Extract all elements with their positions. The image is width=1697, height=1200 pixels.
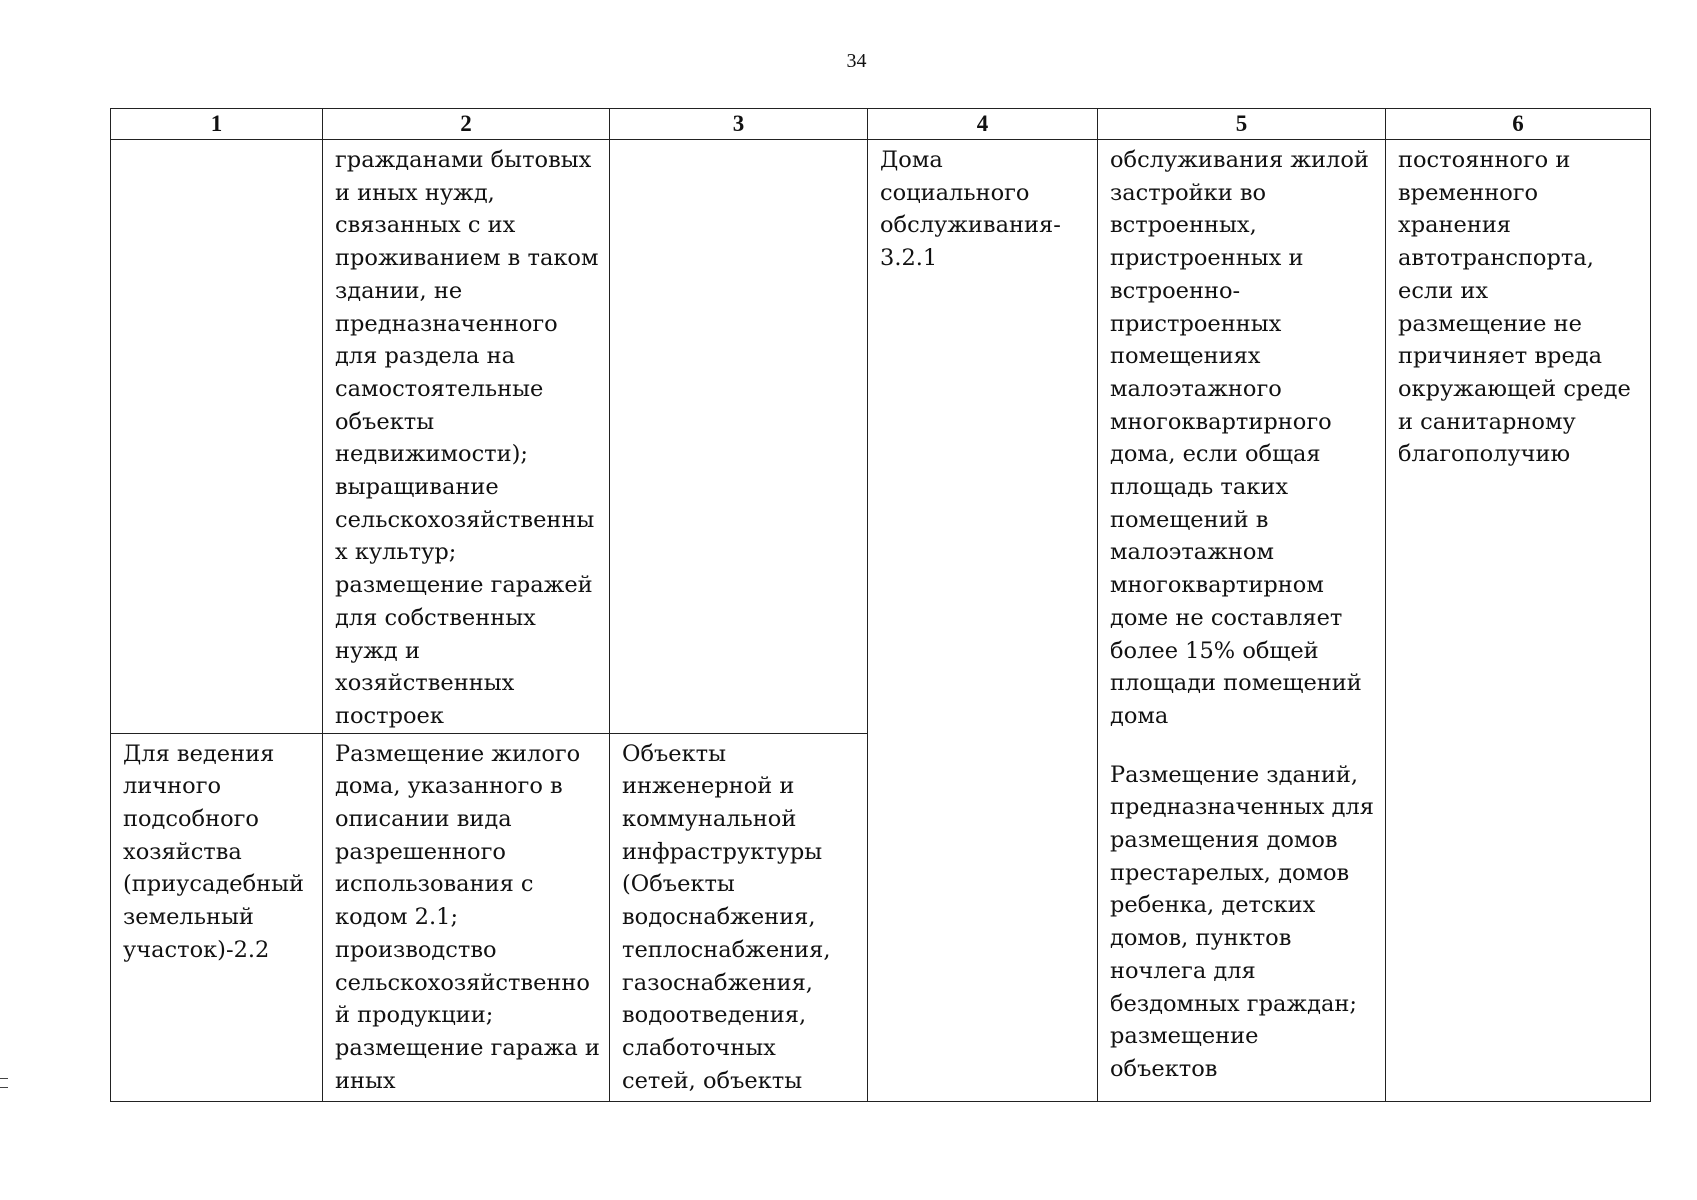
text-line: участок)-2.2 — [123, 936, 270, 963]
text-line: многоквартирном — [1110, 572, 1324, 599]
text-line: самостоятельные — [335, 375, 544, 402]
text-line: размещение не — [1398, 310, 1582, 337]
text-line: и иных нужд, — [335, 179, 495, 206]
text-line: временного — [1398, 179, 1539, 206]
text-line: земельный — [123, 904, 254, 931]
text-line: х культур; — [335, 539, 457, 566]
text-line: постоянного и — [1398, 147, 1571, 173]
text-line: нужд и — [335, 637, 420, 664]
text-line: площади помещений — [1110, 670, 1362, 697]
text-line: благополучию — [1398, 441, 1571, 468]
text-line: автотранспорта, — [1398, 245, 1594, 272]
text-line: малоэтажного — [1110, 375, 1282, 402]
text-line: площадь таких — [1110, 474, 1289, 501]
land-use-table — [110, 108, 1651, 1102]
text-line: сетей, объекты — [622, 1067, 803, 1094]
text-line: для собственных — [335, 604, 536, 631]
text-line: коммунальной — [622, 806, 797, 833]
text-line: 3.2.1 — [880, 245, 938, 272]
row2-col2-cell — [323, 733, 610, 1101]
text-line: дома — [1110, 702, 1169, 729]
col5-text-a — [1098, 140, 1385, 733]
text-line: Дома — [880, 147, 943, 173]
text-line: проживанием в таком — [335, 245, 599, 272]
header-col-4: 4 — [868, 109, 1098, 140]
text-line: инфраструктуры — [622, 838, 823, 865]
text-line: застройки во — [1110, 179, 1267, 206]
text-line: престарелых, домов — [1110, 859, 1350, 886]
col5-gap — [1098, 733, 1385, 755]
row1-col3-cell — [610, 140, 868, 734]
text-line: Размещение зданий, — [1110, 761, 1359, 788]
row2-col2-text — [323, 734, 609, 1098]
text-line: Для ведения — [123, 740, 275, 767]
text-line: хозяйственных — [335, 670, 515, 697]
text-line: газоснабжения, — [622, 969, 813, 996]
text-line: инженерной и — [622, 773, 795, 800]
text-line: малоэтажном — [1110, 539, 1274, 566]
text-line: использования с — [335, 871, 534, 898]
text-line: личного — [123, 773, 222, 800]
text-line: доме не составляет — [1110, 604, 1343, 631]
text-line: (приусадебный — [123, 871, 305, 898]
text-line: сельскохозяйственны — [335, 506, 595, 533]
text-line: Объекты — [622, 740, 727, 767]
text-line: размещение гаражей — [335, 572, 593, 599]
row1-col2-cell — [323, 140, 610, 734]
text-line: сельскохозяйственно — [335, 969, 590, 996]
text-line: помещений в — [1110, 506, 1269, 533]
row-col4-cell — [868, 140, 1098, 1102]
row2-col1-cell — [111, 733, 323, 1101]
margin-mark — [0, 1078, 8, 1088]
text-line: дома, если общая — [1110, 441, 1321, 468]
row2-col3-cell — [610, 733, 868, 1101]
text-line: размещения домов — [1110, 827, 1338, 854]
text-line: подсобного — [123, 806, 259, 833]
text-line: слаботочных — [622, 1034, 776, 1061]
text-line: кодом 2.1; — [335, 904, 459, 931]
text-line: и санитарному — [1398, 408, 1576, 435]
text-line: й продукции; — [335, 1002, 494, 1029]
text-line: здании, не — [335, 277, 463, 304]
text-line: водоснабжения, — [622, 904, 816, 931]
text-line: для раздела на — [335, 343, 516, 370]
text-line: более 15% общей — [1110, 637, 1319, 664]
text-line: пристроенных и — [1110, 245, 1304, 272]
text-line: Размещение жилого — [335, 740, 581, 767]
row-col5-cell — [1098, 140, 1386, 1102]
row2-col3-text — [610, 734, 867, 1098]
text-line: связанных с их — [335, 212, 516, 239]
text-line: пристроенных — [1110, 310, 1282, 337]
text-line: многоквартирного — [1110, 408, 1332, 435]
text-line: хранения — [1398, 212, 1512, 239]
text-line: причиняет вреда — [1398, 343, 1603, 370]
page-number: 34 — [846, 50, 867, 72]
text-line: домов, пунктов — [1110, 925, 1292, 952]
header-col-1: 1 — [111, 109, 323, 140]
row-col6-cell — [1386, 140, 1651, 1102]
text-line: обслуживания- — [880, 212, 1061, 239]
header-col-6: 6 — [1386, 109, 1651, 140]
text-line: ребенка, детских — [1110, 892, 1316, 919]
text-line: выращивание — [335, 474, 499, 501]
text-line: (Объекты — [622, 871, 735, 898]
text-line: предназначенных для — [1110, 794, 1374, 821]
row1-col1-cell — [111, 140, 323, 734]
text-line: дома, указанного в — [335, 773, 563, 800]
text-line: описании вида — [335, 806, 512, 833]
table-row — [111, 140, 1651, 734]
text-line: помещениях — [1110, 343, 1261, 370]
text-line: хозяйства — [123, 838, 242, 865]
text-line: социального — [880, 179, 1030, 206]
text-line: размещение — [1110, 1023, 1259, 1050]
row1-col2-text — [323, 140, 609, 733]
text-line: производство — [335, 936, 497, 963]
text-line: ночлега для — [1110, 957, 1256, 984]
header-col-5: 5 — [1098, 109, 1386, 140]
text-line: недвижимости); — [335, 441, 528, 468]
col6-text — [1386, 140, 1650, 471]
text-line: бездомных граждан; — [1110, 990, 1357, 1017]
text-line: объекты — [335, 408, 435, 435]
text-line: если их — [1398, 277, 1489, 304]
text-line: обслуживания жилой — [1110, 147, 1369, 173]
text-line: размещение гаража и — [335, 1034, 600, 1061]
header-row — [111, 109, 1651, 140]
text-line: объектов — [1110, 1055, 1218, 1082]
header-col-2: 2 — [323, 109, 610, 140]
text-line: гражданами бытовых — [335, 147, 592, 173]
col4-text — [868, 140, 1097, 275]
text-line: построек — [335, 702, 444, 729]
text-line: встроенно- — [1110, 277, 1241, 304]
col5-text-b — [1098, 755, 1385, 1086]
text-line: встроенных, — [1110, 212, 1257, 239]
text-line: окружающей среде — [1398, 375, 1631, 402]
header-col-3: 3 — [610, 109, 868, 140]
text-line: теплоснабжения, — [622, 936, 831, 963]
text-line: разрешенного — [335, 838, 506, 865]
text-line: иных — [335, 1067, 396, 1094]
text-line: предназначенного — [335, 310, 558, 337]
row2-col1-text — [111, 734, 322, 967]
text-line: водоотведения, — [622, 1002, 807, 1029]
